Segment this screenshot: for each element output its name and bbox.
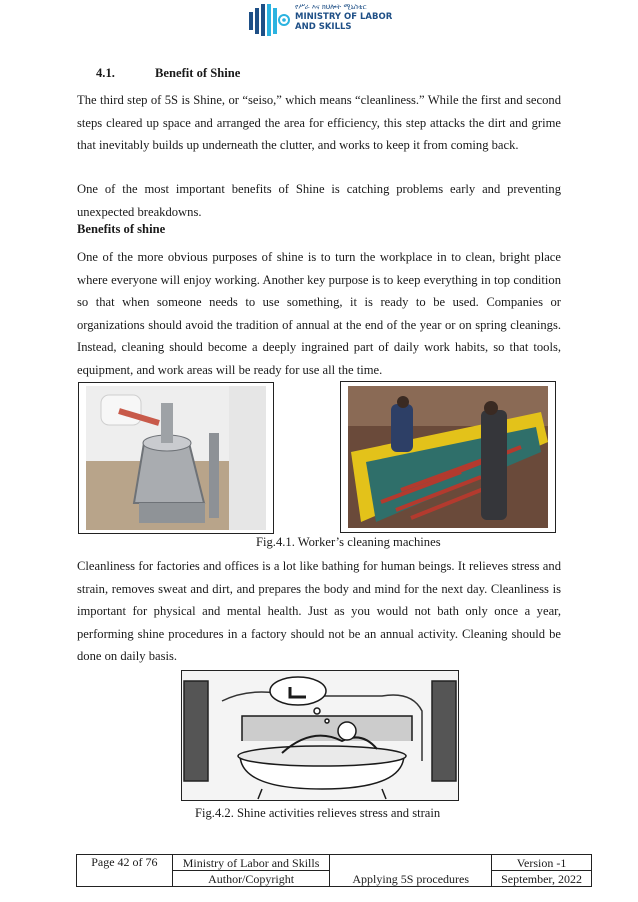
logo-amharic-text: የሥራ እና ክህሎት ሚኒስቴር — [295, 3, 367, 11]
section-number: 4.1. — [96, 66, 115, 80]
logo-line-2: AND SKILLS — [295, 22, 352, 32]
subheading-benefits: Benefits of shine — [77, 222, 166, 236]
photo-worker-cleaning-machine — [78, 382, 274, 534]
footer-version: Version -1 — [492, 855, 592, 871]
illustration-bathtub-relaxing — [181, 670, 459, 801]
footer-document-title: Applying 5S procedures — [330, 855, 492, 887]
logo-text — [295, 12, 392, 32]
figure-4-1-caption: Fig.4.1. Worker’s cleaning machines — [256, 535, 441, 549]
footer-copyright: Author/Copyright — [172, 871, 330, 887]
paragraph-benefits-summary: One of the most important benefits of Shine is catching problems early and preventing unexpected breakdowns. — [77, 182, 561, 219]
logo-line-1: MINISTRY OF LABOR — [295, 12, 393, 22]
paragraph-intro: The third step of 5S is Shine, or “seiso,” which means “cleanliness.” While the first and second steps cleared up space and arranged the area for efficiency, this step attacks the dirt and grime that inevitably builds up underneath the clutter, and works to keep it from coming back. — [77, 93, 561, 153]
footer-date: September, 2022 — [492, 871, 592, 887]
footer-organization: Ministry of Labor and Skills — [172, 855, 330, 871]
footer-page-number: Page 42 of 76 — [77, 855, 173, 887]
photo-workers-cleaning-line — [340, 381, 556, 533]
page-footer — [76, 854, 592, 887]
paragraph-cleanliness: Cleanliness for factories and offices is a lot like bathing for human beings. It relieves stress and strain, removes sweat and dirt, and prepares the body and mind for the next day. Cleanliness is important for physical and mental health. Just as you would not bath only once a year, performing shine procedures in a factory should not be an annual activity. Cleaning should be done on daily basis. — [77, 559, 561, 664]
figure-4-2-caption: Fig.4.2. Shine activities relieves stress and strain — [195, 806, 441, 820]
section-title: Benefit of Shine — [155, 66, 241, 80]
paragraph-purposes: One of the more obvious purposes of shine is to turn the workplace in to clean, bright place where everyone will enjoy working. Another key purpose is to keep everything in top condition so that when someone needs to use something, it is ready to be used. Companies or organizations should avoid the tradition of annual at the end of the year or on spring cleanings. Instead, cleaning should become a deeply ingrained part of daily work habits, so that tools, equipment, and work areas will be ready for use all the time. — [77, 250, 561, 377]
ministry-logo-icon — [247, 2, 291, 38]
ministry-logo — [247, 2, 397, 38]
